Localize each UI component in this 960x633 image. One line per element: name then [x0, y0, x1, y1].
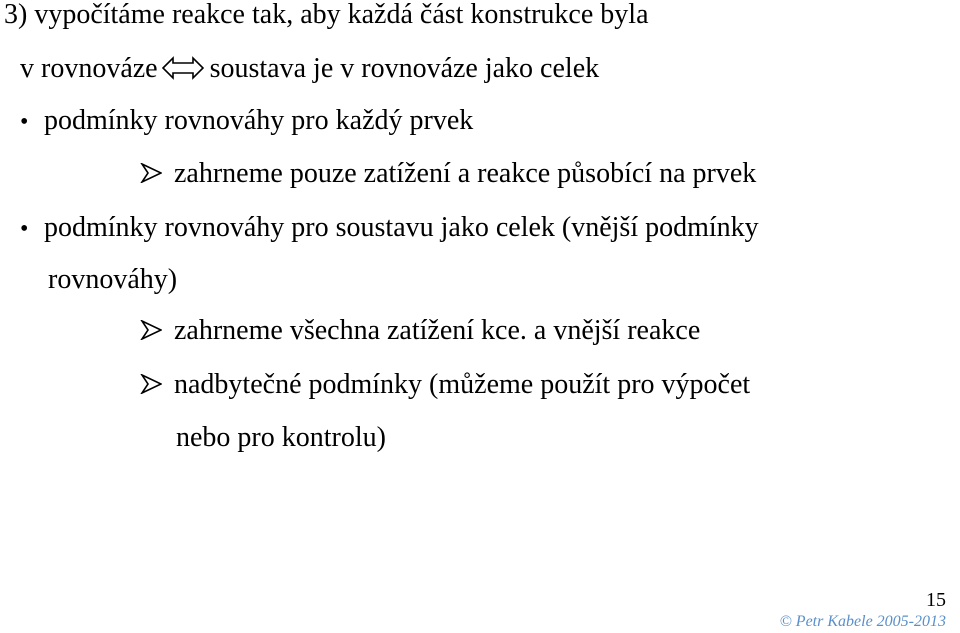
sub-item-text: zahrneme pouze zatížení a reakce působící na prvek — [174, 158, 757, 189]
equivalence-left-text: v rovnováze — [20, 53, 158, 84]
arrowhead-icon — [140, 163, 162, 183]
double-arrow-icon — [162, 56, 204, 80]
page-number: 15 — [926, 589, 946, 611]
bullet-item-2 — [20, 211, 759, 246]
bullet-text: podmínky rovnováhy pro soustavu jako celek (vnější podmínky — [44, 212, 759, 243]
sub-item-text-continuation: nebo pro kontrolu) — [176, 422, 386, 453]
bullet-marker: • — [20, 216, 29, 242]
sub-item-text: nadbytečné podmínky (můžeme použít pro výpočet — [174, 369, 751, 400]
slide-heading: 3) vypočítáme reakce tak, aby každá část konstrukce byla — [4, 0, 649, 30]
sub-item-text: zahrneme všechna zatížení kce. a vnější reakce — [174, 315, 701, 346]
sub-item-2-2 — [140, 368, 750, 402]
bullet-marker: • — [20, 109, 29, 135]
bullet-item-1 — [20, 104, 473, 139]
arrowhead-icon — [140, 374, 162, 394]
bullet-text-continuation: rovnováhy) — [48, 264, 178, 295]
bullet-text: podmínky rovnováhy pro každý prvek — [44, 105, 474, 136]
equivalence-line — [20, 52, 599, 86]
arrowhead-icon — [140, 320, 162, 340]
copyright-notice: © Petr Kabele 2005-2013 — [779, 613, 946, 630]
equivalence-right-text: soustava je v rovnováze jako celek — [209, 53, 600, 84]
sub-item-2-1 — [140, 314, 700, 348]
sub-item-1-1 — [140, 157, 756, 191]
